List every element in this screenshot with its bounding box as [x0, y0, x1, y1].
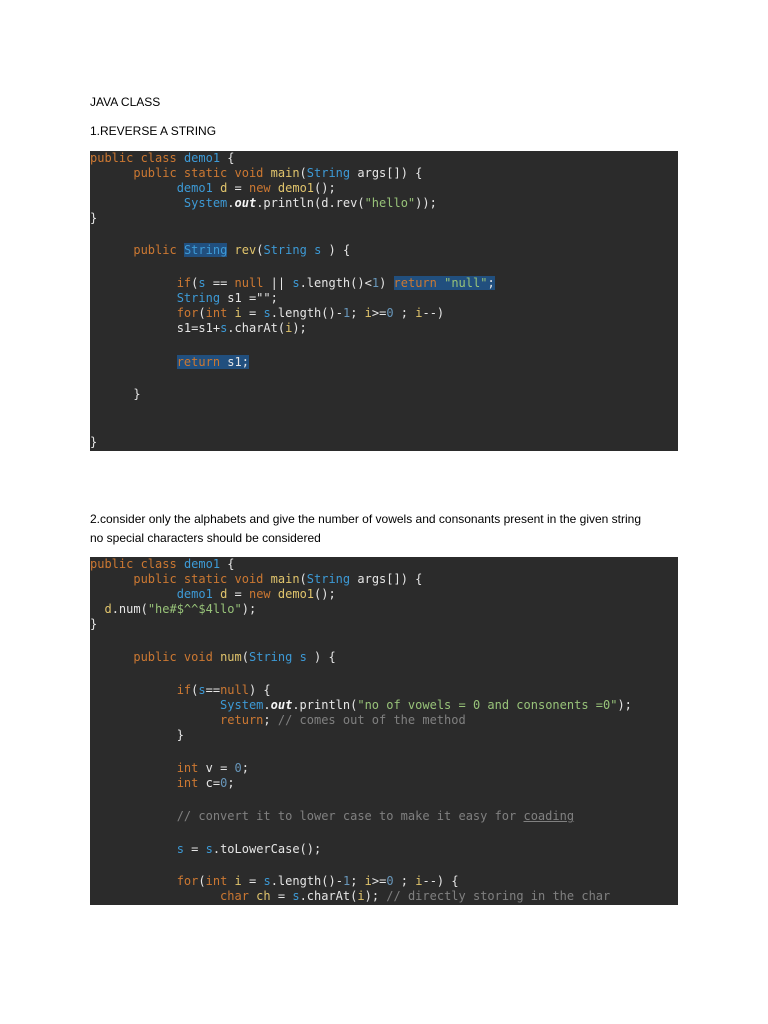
code-block-reverse-string [90, 151, 678, 451]
section-title-vowels-line-1: 2.consider only the alphabets and give the number of vowels and consonants present in the given string [90, 512, 642, 526]
code-line: demo1 d = new demo1(); [176, 181, 336, 195]
code-line: int c=0; [176, 776, 235, 790]
code-line: public void num(String s ) { [133, 650, 336, 664]
section-title-vowels-line-2: no special characters should be considered [90, 531, 321, 545]
code-line: char ch = s.charAt(i); // directly storing in the char [220, 889, 611, 903]
code-line: String s1 =""; [176, 291, 278, 305]
code-block-vowel-count [90, 557, 678, 905]
code-line: } [90, 435, 98, 449]
code-line: public String rev(String s ) { [133, 243, 351, 257]
code-line: s = s.toLowerCase(); [176, 842, 322, 856]
code-line: System.out.println("no of vowels = 0 and consonents =0"); [220, 698, 632, 712]
section-title-reverse-string: 1.REVERSE A STRING [90, 124, 217, 138]
code-line: public class demo1 { [90, 151, 235, 165]
code-line: for(int i = s.length()-1; i>=0 ; i--) [176, 306, 445, 320]
code-line: } [133, 387, 141, 401]
code-line: return s1; [176, 355, 249, 369]
document-heading: JAVA CLASS [90, 95, 161, 109]
code-line: demo1 d = new demo1(); [176, 587, 336, 601]
code-line: if(s == null || s.length()<1) return "null"; [176, 276, 495, 290]
code-line: public static void main(String args[]) { [133, 572, 423, 586]
code-line: for(int i = s.length()-1; i>=0 ; i--) { [176, 874, 459, 888]
code-line: } [90, 211, 98, 225]
code-line: System.out.println(d.rev("hello")); [183, 196, 437, 210]
code-line: // convert it to lower case to make it easy for coading [176, 809, 575, 823]
code-line: if(s==null) { [176, 683, 271, 697]
code-line: return; // comes out of the method [220, 713, 466, 727]
code-line: public static void main(String args[]) { [133, 166, 423, 180]
code-line: } [90, 617, 98, 631]
code-line: d.num("he#$^^$4llo"); [104, 602, 257, 616]
code-line: s1=s1+s.charAt(i); [176, 321, 307, 335]
code-line: public class demo1 { [90, 557, 235, 571]
code-line: } [176, 728, 184, 742]
code-line: int v = 0; [176, 761, 249, 775]
